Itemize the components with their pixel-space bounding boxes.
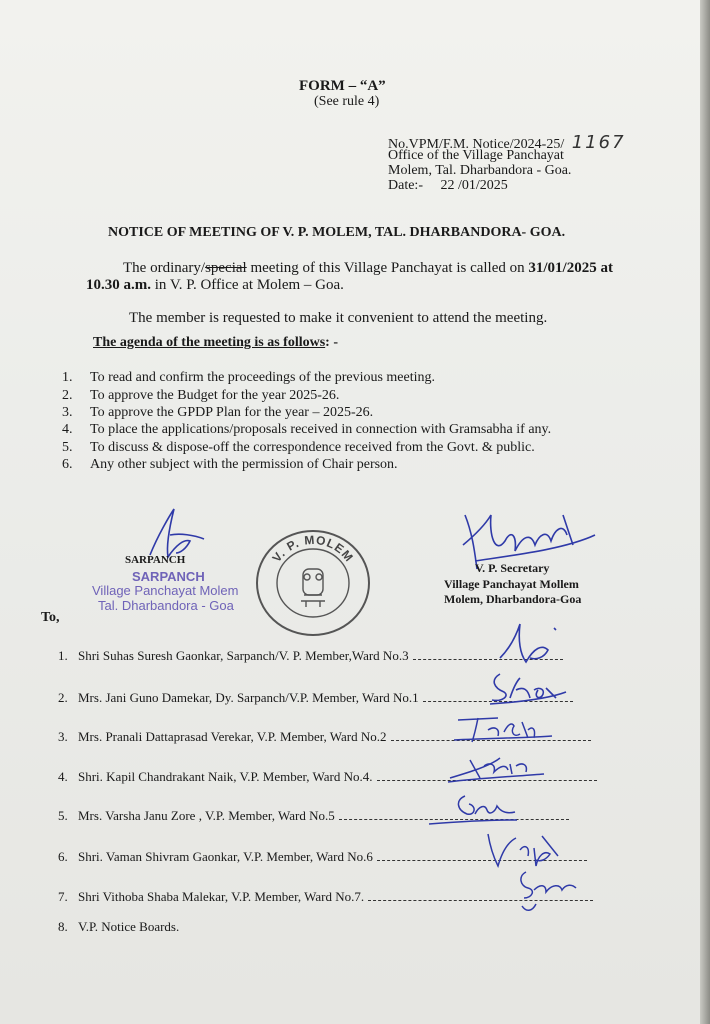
p1-part-c: in V. P. Office at Molem – Goa. <box>151 277 344 293</box>
notice-number-handwritten: 1167 <box>571 132 626 153</box>
meeting-date: 31/01/2025 at <box>528 260 613 276</box>
member-signature-4 <box>440 748 550 784</box>
agenda-item: 6. Any other subject with the permission of Chair person. <box>62 457 398 472</box>
sarpanch-stamp-line-3: Tal. Dharbandora - Goa <box>98 598 234 613</box>
date-value: 22 /01/2025 <box>440 178 508 193</box>
seal-text: V. P. MOLEM <box>269 532 357 565</box>
recipient-row: 2. Mrs. Jani Guno Damekar, Dy. Sarpanch/V.P. Member, Ward No.1 <box>58 690 573 706</box>
sarpanch-stamp-line-1: SARPANCH <box>132 569 205 584</box>
form-rule: (See rule 4) <box>314 94 380 109</box>
member-signature-7 <box>512 866 582 916</box>
meeting-paragraph-line-2 <box>86 277 344 294</box>
p1-part-a: The ordinary/ <box>123 260 206 276</box>
recipient-row: 6. Shri. Vaman Shivram Gaonkar, V.P. Member, Ward No.6 <box>58 849 587 865</box>
recipient-row: 8. V.P. Notice Boards. <box>58 919 180 934</box>
member-signature-5 <box>425 792 525 828</box>
recipient-row: 5. Mrs. Varsha Janu Zore , V.P. Member, Ward No.5 <box>58 808 569 824</box>
agenda-item: 1. To read and confirm the proceedings of the previous meeting. <box>62 370 436 385</box>
member-signature-3 <box>448 712 558 746</box>
agenda-item: 3. To approve the GPDP Plan for the year – 2025-26. <box>62 405 374 420</box>
to-label: To, <box>41 610 60 625</box>
member-request: The member is requested to make it convenient to attend the meeting. <box>129 310 548 326</box>
member-signature-2 <box>480 668 570 708</box>
recipient-row: 4. Shri. Kapil Chandrakant Naik, V.P. Member, Ward No.4. <box>58 769 597 785</box>
secretary-line-1: V. P. Secretary <box>475 561 550 575</box>
office-line-1: Office of the Village Panchayat <box>388 148 564 163</box>
recipient-row: 7. Shri Vithoba Shaba Malekar, V.P. Member, Ward No.7. <box>58 889 593 905</box>
agenda-item: 2. To approve the Budget for the year 2025-26. <box>62 388 340 403</box>
notice-heading: NOTICE OF MEETING OF V. P. MOLEM, TAL. DHARBANDORA- GOA. <box>108 225 566 240</box>
recipient-row: 3. Mrs. Pranali Dattaprasad Verekar, V.P. Member, Ward No.2 <box>58 729 591 745</box>
agenda-item: 5. To discuss & dispose-off the correspondence received from the Govt. & public. <box>62 440 535 455</box>
p1-part-b: meeting of this Village Panchayat is called on <box>246 260 529 276</box>
office-line-2: Molem, Tal. Dharbandora - Goa. <box>388 163 572 178</box>
agenda-heading <box>93 335 338 351</box>
meeting-time: 10.30 a.m. <box>86 277 151 293</box>
date-label: Date:- <box>388 178 423 193</box>
notice-number-text: No.VPM/F.M. Notice/2024-25/ <box>388 137 565 152</box>
panchayat-seal <box>254 527 372 637</box>
agenda-heading-suffix: : - <box>325 335 338 350</box>
agenda-item: 4. To place the applications/proposals received in connection with Gramsabha if any. <box>62 422 552 437</box>
sarpanch-label: SARPANCH <box>125 554 186 566</box>
secretary-line-3: Molem, Dharbandora-Goa <box>444 592 582 606</box>
page-edge-shadow <box>700 0 710 1024</box>
member-signature-1 <box>490 618 580 668</box>
agenda-heading-text: The agenda of the meeting is as follows <box>93 335 326 350</box>
meeting-paragraph-line-1 <box>123 260 613 277</box>
secretary-line-2: Village Panchayat Mollem <box>444 577 579 591</box>
form-title: FORM – “A” <box>299 78 386 94</box>
p1-struck-word: special <box>205 260 247 276</box>
emblem-icon <box>301 569 325 607</box>
date-line <box>388 178 508 194</box>
sarpanch-stamp-line-2: Village Panchayat Molem <box>92 583 239 598</box>
recipient-row: 1. Shri Suhas Suresh Gaonkar, Sarpanch/V. P. Member,Ward No.3 <box>58 648 563 664</box>
